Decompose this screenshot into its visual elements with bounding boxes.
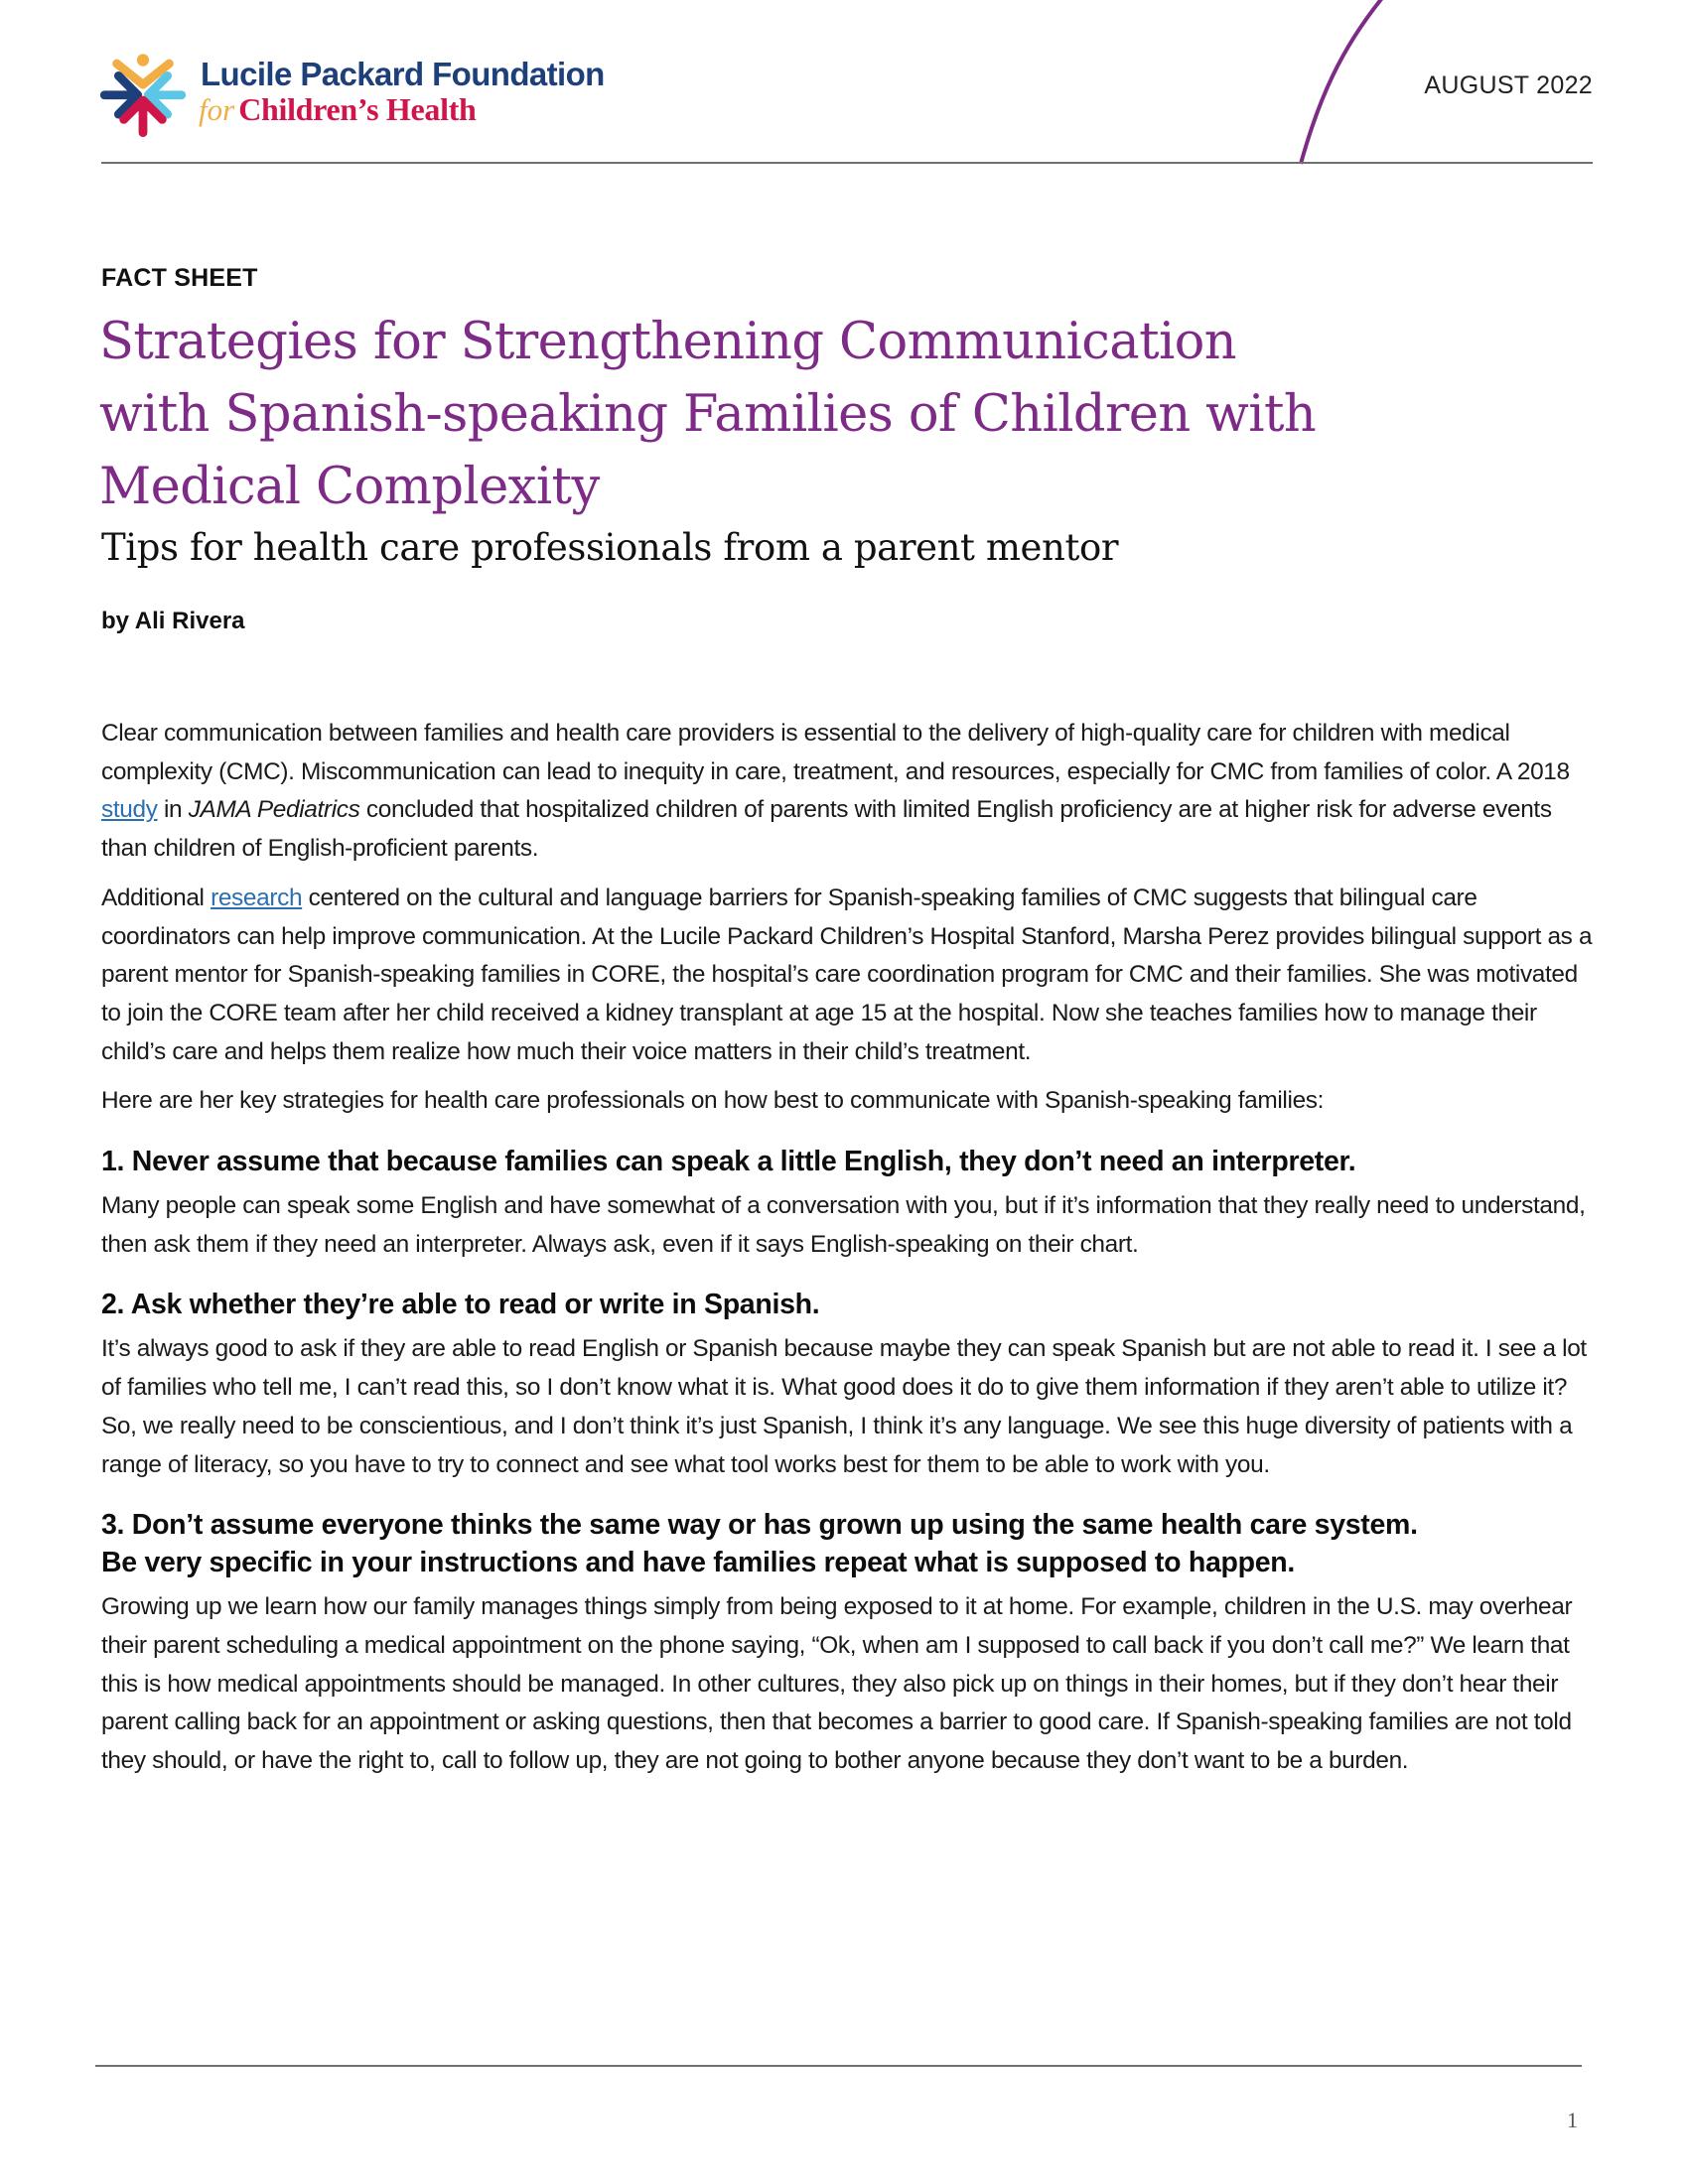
page-subtitle: Tips for health care professionals from a parent mentor	[101, 526, 1119, 569]
text-run: in	[157, 796, 189, 824]
author-byline: by Ali Rivera	[101, 608, 245, 634]
heading-line: 3. Don’t assume everyone thinks the same way or has grown up using the same health care system.	[101, 1509, 1418, 1542]
article-body	[101, 715, 1601, 1792]
strategy-text-3: Growing up we learn how our family manages things simply from being exposed to it at home. For example, children in the U.S. may overhear their parent scheduling a medical appointment on the phone saying, “Ok, when am I supposed to call back if you don’t call me?” We learn that this is how medical appointments should be managed. In other cultures, they also pick up on things in their homes, but if they don’t hear their parent calling back for an appointment or asking questions, then that becomes a barrier to good care. If Spanish-speaking families are not told they should, or have the right to, call to follow up, they are not going to bother anyone because they don’t want to be a burden.	[101, 1593, 1573, 1775]
strategy-heading-1: 1. Never assume that because families can speak a little English, they don’t need an interpreter.	[101, 1146, 1356, 1178]
logo-for-text: for	[199, 92, 235, 127]
document-type-label: FACT SHEET	[101, 264, 258, 292]
intro-paragraph-2	[101, 880, 1601, 1072]
title-line: Medical Complexity	[99, 458, 600, 516]
strategy-heading-3	[101, 1506, 1601, 1581]
logo-org-name: Lucile Packard Foundation	[201, 56, 605, 92]
intro-paragraph-3: Here are her key strategies for health care professionals on how best to communicate with Spanish-speaking families:	[101, 1087, 1325, 1115]
text-run: Clear communication between families and health care providers is essential to the delivery of high-quality care for children with medical complexity (CMC). Miscommunication can lead to inequity in care, treatment, and resources, especially for CMC from families of color. A 2018	[101, 720, 1570, 785]
intro-paragraph-1	[101, 715, 1601, 869]
strategy-text-2: It’s always good to ask if they are able to read English or Spanish because maybe they can speak Spanish but are not able to read it. I see a lot of families who tell me, I can’t read this, so I don’t know what it is. What good does it do to give them information if they aren’t able to utilize it? So, we really need to be conscientious, and I don’t think it’s just Spanish, I think it’s any language. We see this huge diversity of patients with a range of literacy, so you have to try to connect and see what tool works best for them to be able to work with you.	[101, 1335, 1587, 1478]
text-run: concluded that hospitalized children of parents with limited English proficiency are at higher risk for adverse events than children of English-proficient parents.	[101, 796, 1552, 863]
study-link[interactable]: study	[101, 796, 158, 824]
text-run: centered on the cultural and language barriers for Spanish-speaking families of CMC suggests that bilingual care coordinators can help improve communication. At the Lucile Packard Children’s Hospital Stanford, Marsha Perez provides bilingual support as a parent mentor for Spanish-speaking families in CORE, the hospital’s care coordination program for CMC and their families. She was motivated to join the CORE team after her child received a kidney transplant at age 15 at the hospital. Now she teaches families how to manage their child’s care and helps them realize how much their voice matters in their child’s treatment.	[101, 884, 1593, 1065]
logo-org-subtitle	[199, 91, 477, 128]
strategy-text-1: Many people can speak some English and have somewhat of a conversation with you, but if it’s information that they really need to understand, then ask them if they need an interpreter. Always ask, even if it says English-speaking on their chart.	[101, 1192, 1586, 1258]
footer-divider	[95, 2065, 1582, 2067]
header-divider	[101, 162, 1593, 164]
heading-line: Be very specific in your instructions and have families repeat what is supposed to happen.	[101, 1547, 1295, 1579]
research-link[interactable]: research	[211, 884, 303, 911]
publication-date: AUGUST 2022	[1424, 71, 1593, 99]
logo-childrens-health-text: Children’s Health	[238, 91, 477, 127]
journal-name: JAMA Pediatrics	[188, 796, 360, 824]
foundation-logo	[99, 48, 605, 137]
four-arrows-figure-logo-icon	[99, 50, 187, 137]
strategy-heading-2: 2. Ask whether they’re able to read or write in Spanish.	[101, 1289, 820, 1321]
title-line: with Spanish-speaking Families of Children with	[99, 385, 1317, 444]
page-title	[99, 306, 1589, 523]
title-line: Strategies for Strengthening Communication	[99, 313, 1237, 371]
decorative-purple-arc	[1261, 0, 1400, 169]
text-run: Additional	[101, 884, 211, 911]
page-number: 1	[1567, 2108, 1578, 2132]
